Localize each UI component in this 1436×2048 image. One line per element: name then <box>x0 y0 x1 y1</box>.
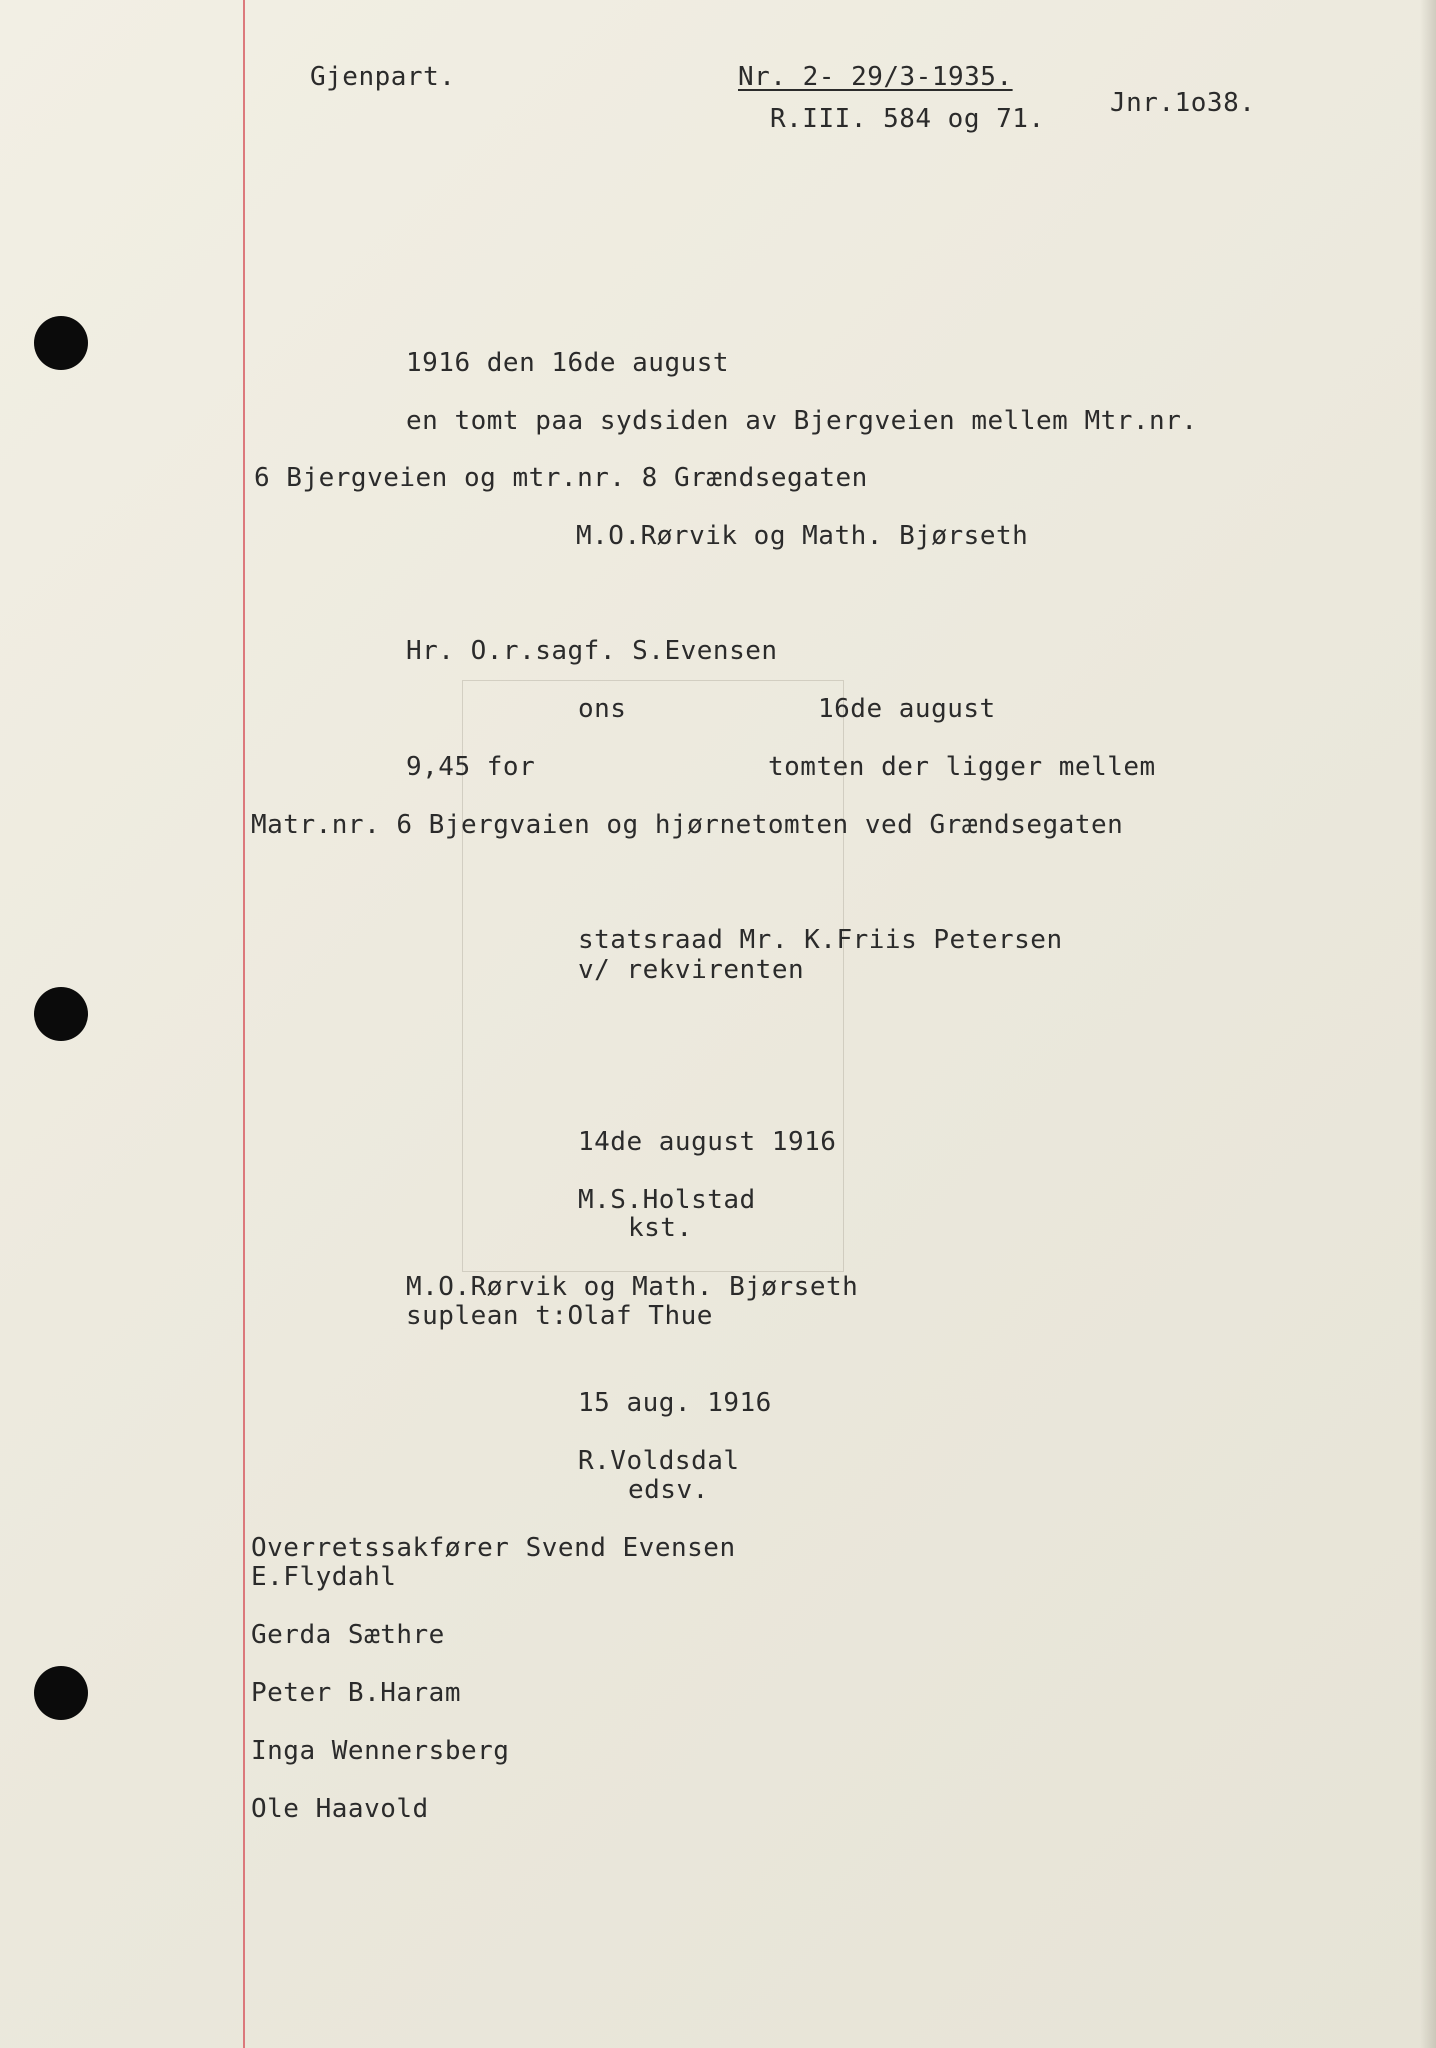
location-line-2: Matr.nr. 6 Bjergvaien og hjørnetomten ved Grændsegaten <box>251 810 1124 840</box>
copy-label: Gjenpart. <box>310 62 456 92</box>
owner-line-1: statsraad Mr. K.Friis Petersen <box>578 925 1063 955</box>
attendee: E.Flydahl <box>251 1562 397 1592</box>
weekday: ons <box>578 694 627 724</box>
signatory-1-title: kst. <box>628 1213 693 1243</box>
punch-hole-middle <box>34 987 88 1041</box>
register-reference: R.III. 584 og 71. <box>770 104 1045 134</box>
oath-date: 15 aug. 1916 <box>578 1388 772 1418</box>
notice-date: 14de august 1916 <box>578 1127 837 1157</box>
property-line-1: en tomt paa sydsiden av Bjergveien mellem Mtr.nr. <box>406 406 1198 436</box>
appraisers-line-2: M.O.Rørvik og Math. Bjørseth <box>406 1272 859 1302</box>
case-number: Nr. 2- 29/3-1935. <box>738 62 1013 92</box>
attendee: Ole Haavold <box>251 1794 429 1824</box>
substitute-line: suplean t:Olaf Thue <box>406 1301 713 1331</box>
signatory-2-title: edsv. <box>628 1475 709 1505</box>
punch-hole-top <box>34 316 88 370</box>
signatory-2-name: R.Voldsdal <box>578 1446 740 1476</box>
red-margin-line <box>243 0 245 2048</box>
page-edge-shadow <box>1420 0 1436 2048</box>
meeting-date: 16de august <box>818 694 996 724</box>
meeting-time: 9,45 for <box>406 752 536 782</box>
signatory-1-name: M.S.Holstad <box>578 1185 756 1215</box>
attendee: Gerda Sæthre <box>251 1620 445 1650</box>
attendee: Peter B.Haram <box>251 1678 461 1708</box>
date-line: 1916 den 16de august <box>406 348 730 378</box>
owner-line-2: v/ rekvirenten <box>578 955 805 985</box>
appraisers-line-1: M.O.Rørvik og Math. Bjørseth <box>576 521 1029 551</box>
attendee: Overretssakfører Svend Evensen <box>251 1533 736 1563</box>
attendee: Inga Wennersberg <box>251 1736 510 1766</box>
addressee: Hr. O.r.sagf. S.Evensen <box>406 636 778 666</box>
location-line-1: tomten der ligger mellem <box>768 752 1156 782</box>
punch-hole-bottom <box>34 1666 88 1720</box>
property-line-2: 6 Bjergveien og mtr.nr. 8 Grændsegaten <box>254 463 868 493</box>
journal-number: Jnr.1o38. <box>1110 88 1256 118</box>
